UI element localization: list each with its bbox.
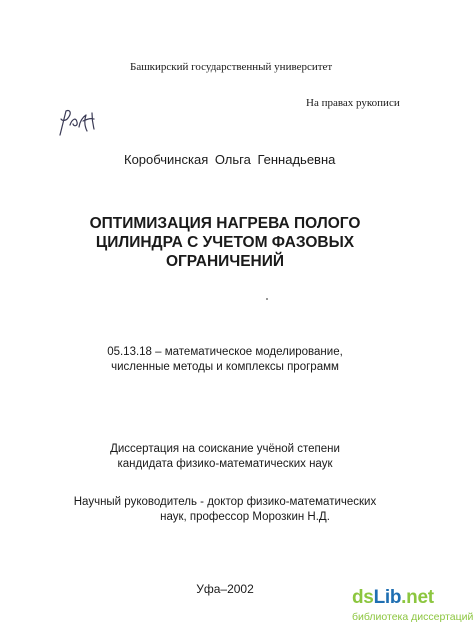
advisor-line: наук, профессор Морозкин Н.Д. [160, 511, 330, 523]
dissertation-title [0, 214, 450, 271]
logo-part: .net [401, 587, 434, 608]
author-name: Коробчинская Ольга Геннадьевна [124, 152, 336, 167]
scan-speck [266, 298, 268, 300]
title-line: ОПТИМИЗАЦИЯ НАГРЕВА ПОЛОГО [89, 215, 361, 232]
specialty-code [0, 345, 450, 375]
scientific-advisor [0, 495, 450, 525]
university-name: Башкирский государственный университет [130, 61, 333, 73]
watermark-subtitle: библиотека диссертаций [352, 611, 473, 623]
advisor-line: Научный руководитель - доктор физико-математических [73, 496, 377, 508]
specialty-line: численные методы и комплексы программ [111, 361, 339, 373]
logo-part: ds [352, 587, 374, 608]
handwritten-signature [56, 105, 102, 146]
title-line: ЦИЛИНДРА С УЧЕТОМ ФАЗОВЫХ [95, 234, 355, 251]
dslib-watermark-logo[interactable] [352, 587, 434, 609]
logo-part: Lib [373, 587, 402, 608]
manuscript-rights-note: На правах рукописи [306, 97, 400, 109]
specialty-line: 05.13.18 – математическое моделирование, [107, 346, 343, 358]
degree-line: Диссертация на соискание учёной степени [110, 443, 340, 455]
degree-statement [0, 442, 450, 472]
degree-line: кандидата физико-математических наук [117, 458, 333, 470]
title-line: ОГРАНИЧЕНИЙ [165, 253, 285, 270]
city-year: Уфа–2002 [196, 582, 254, 596]
